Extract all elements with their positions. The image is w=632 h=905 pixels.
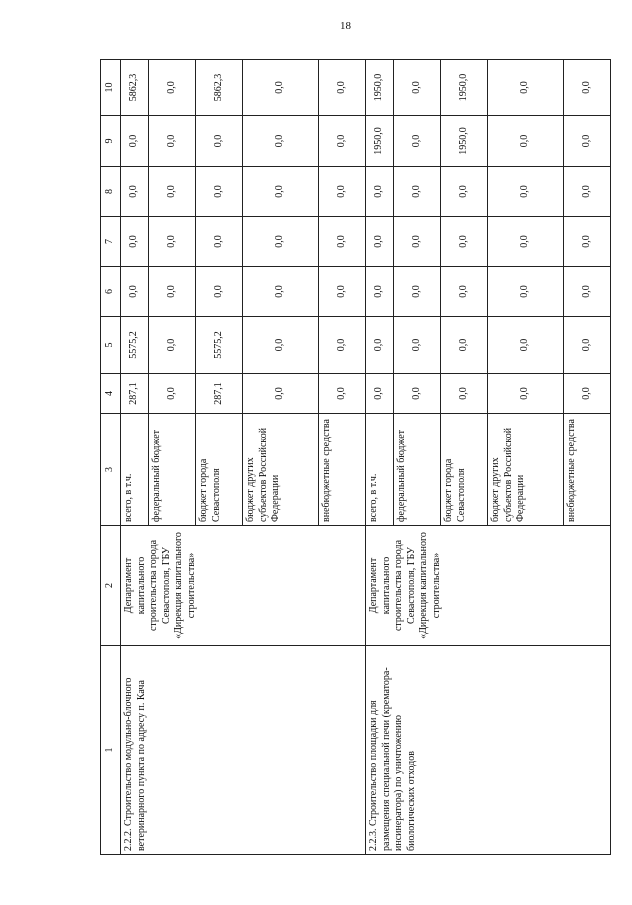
amount-cell: 0,0 bbox=[488, 60, 564, 116]
amount-cell: 0,0 bbox=[121, 217, 149, 267]
amount-cell: 0,0 bbox=[196, 116, 243, 167]
amount-cell: 0,0 bbox=[394, 374, 441, 414]
amount-cell: 1950,0 bbox=[366, 116, 394, 167]
amount-cell: 0,0 bbox=[319, 374, 366, 414]
amount-cell: 0,0 bbox=[441, 167, 488, 217]
amount-cell: 0,0 bbox=[441, 317, 488, 374]
amount-cell: 0,0 bbox=[394, 116, 441, 167]
amount-cell: 0,0 bbox=[394, 167, 441, 217]
amount-cell: 0,0 bbox=[319, 317, 366, 374]
column-header: 8 bbox=[101, 167, 121, 217]
amount-cell: 0,0 bbox=[243, 317, 319, 374]
amount-cell: 0,0 bbox=[243, 374, 319, 414]
funding-source-cell: внебюджетные средства bbox=[564, 414, 611, 526]
amount-cell: 0,0 bbox=[319, 167, 366, 217]
funding-source-cell: федеральный бюджет bbox=[394, 414, 441, 526]
funding-source-cell: бюджет города Севастополя bbox=[196, 414, 243, 526]
amount-cell: 0,0 bbox=[441, 374, 488, 414]
amount-cell: 0,0 bbox=[488, 267, 564, 317]
amount-cell: 0,0 bbox=[441, 217, 488, 267]
column-header: 4 bbox=[101, 374, 121, 414]
amount-cell: 0,0 bbox=[243, 167, 319, 217]
amount-cell: 0,0 bbox=[564, 317, 611, 374]
amount-cell: 287,1 bbox=[121, 374, 149, 414]
amount-cell: 0,0 bbox=[564, 267, 611, 317]
amount-cell: 0,0 bbox=[121, 167, 149, 217]
executor-cell: Департамент капитального строительства города Севастополя, ГБУ «Дирекция капитального строительства» bbox=[121, 526, 366, 646]
amount-cell: 0,0 bbox=[196, 167, 243, 217]
funding-source-cell: бюджет других субъектов Российской Федерации bbox=[243, 414, 319, 526]
amount-cell: 0,0 bbox=[564, 116, 611, 167]
column-header: 6 bbox=[101, 267, 121, 317]
column-header: 3 bbox=[101, 414, 121, 526]
amount-cell: 0,0 bbox=[394, 217, 441, 267]
amount-cell: 5575,2 bbox=[196, 317, 243, 374]
column-header: 2 bbox=[101, 526, 121, 646]
amount-cell: 0,0 bbox=[366, 217, 394, 267]
amount-cell: 0,0 bbox=[149, 217, 196, 267]
budget-table-container bbox=[100, 60, 592, 855]
column-header: 9 bbox=[101, 116, 121, 167]
amount-cell: 0,0 bbox=[394, 267, 441, 317]
column-header: 1 bbox=[101, 646, 121, 855]
amount-cell: 0,0 bbox=[319, 217, 366, 267]
column-header: 7 bbox=[101, 217, 121, 267]
amount-cell: 5862,3 bbox=[196, 60, 243, 116]
table-row bbox=[366, 60, 394, 855]
funding-source-cell: всего, в т.ч. bbox=[366, 414, 394, 526]
amount-cell: 0,0 bbox=[441, 267, 488, 317]
amount-cell: 0,0 bbox=[149, 60, 196, 116]
amount-cell: 0,0 bbox=[488, 317, 564, 374]
column-header: 5 bbox=[101, 317, 121, 374]
amount-cell: 0,0 bbox=[564, 167, 611, 217]
amount-cell: 1950,0 bbox=[366, 60, 394, 116]
amount-cell: 287,1 bbox=[196, 374, 243, 414]
funding-source-cell: бюджет города Севастополя bbox=[441, 414, 488, 526]
amount-cell: 0,0 bbox=[149, 317, 196, 374]
amount-cell: 0,0 bbox=[488, 116, 564, 167]
amount-cell: 0,0 bbox=[488, 217, 564, 267]
amount-cell: 0,0 bbox=[319, 116, 366, 167]
amount-cell: 0,0 bbox=[564, 374, 611, 414]
amount-cell: 0,0 bbox=[121, 116, 149, 167]
amount-cell: 0,0 bbox=[243, 217, 319, 267]
amount-cell: 0,0 bbox=[149, 167, 196, 217]
amount-cell: 0,0 bbox=[564, 60, 611, 116]
executor-cell: Департамент капитального строительства города Севастополя, ГБУ «Дирекция капитального строительства» bbox=[366, 526, 611, 646]
amount-cell: 0,0 bbox=[149, 374, 196, 414]
column-header: 10 bbox=[101, 60, 121, 116]
amount-cell: 0,0 bbox=[243, 116, 319, 167]
amount-cell: 0,0 bbox=[319, 267, 366, 317]
amount-cell: 0,0 bbox=[366, 167, 394, 217]
budget-table bbox=[100, 59, 611, 855]
amount-cell: 0,0 bbox=[488, 374, 564, 414]
rotated-table-frame bbox=[100, 60, 592, 855]
amount-cell: 0,0 bbox=[394, 317, 441, 374]
amount-cell: 5575,2 bbox=[121, 317, 149, 374]
amount-cell: 0,0 bbox=[366, 317, 394, 374]
amount-cell: 0,0 bbox=[121, 267, 149, 317]
amount-cell: 0,0 bbox=[149, 267, 196, 317]
page-number: 18 bbox=[340, 20, 351, 32]
table-row bbox=[121, 60, 149, 855]
item-name-cell: 2.2.2. Строительство модульно-блочного ветеринарного пункта по адресу п. Кача bbox=[121, 646, 366, 855]
amount-cell: 5862,3 bbox=[121, 60, 149, 116]
amount-cell: 0,0 bbox=[243, 60, 319, 116]
header-row bbox=[101, 60, 121, 855]
amount-cell: 0,0 bbox=[366, 267, 394, 317]
funding-source-cell: федеральный бюджет bbox=[149, 414, 196, 526]
funding-source-cell: всего, в т.ч. bbox=[121, 414, 149, 526]
amount-cell: 0,0 bbox=[319, 60, 366, 116]
amount-cell: 0,0 bbox=[149, 116, 196, 167]
amount-cell: 0,0 bbox=[196, 217, 243, 267]
funding-source-cell: бюджет других субъектов Российской Федерации bbox=[488, 414, 564, 526]
item-name-cell: 2.2.3. Строительство площадки для размещения специальной печи (крематора-инсинератора) по уничтожению биологических отходов bbox=[366, 646, 611, 855]
funding-source-cell: внебюджетные средства bbox=[319, 414, 366, 526]
amount-cell: 1950,0 bbox=[441, 60, 488, 116]
amount-cell: 0,0 bbox=[488, 167, 564, 217]
amount-cell: 1950,0 bbox=[441, 116, 488, 167]
amount-cell: 0,0 bbox=[243, 267, 319, 317]
amount-cell: 0,0 bbox=[366, 374, 394, 414]
amount-cell: 0,0 bbox=[196, 267, 243, 317]
amount-cell: 0,0 bbox=[564, 217, 611, 267]
amount-cell: 0,0 bbox=[394, 60, 441, 116]
